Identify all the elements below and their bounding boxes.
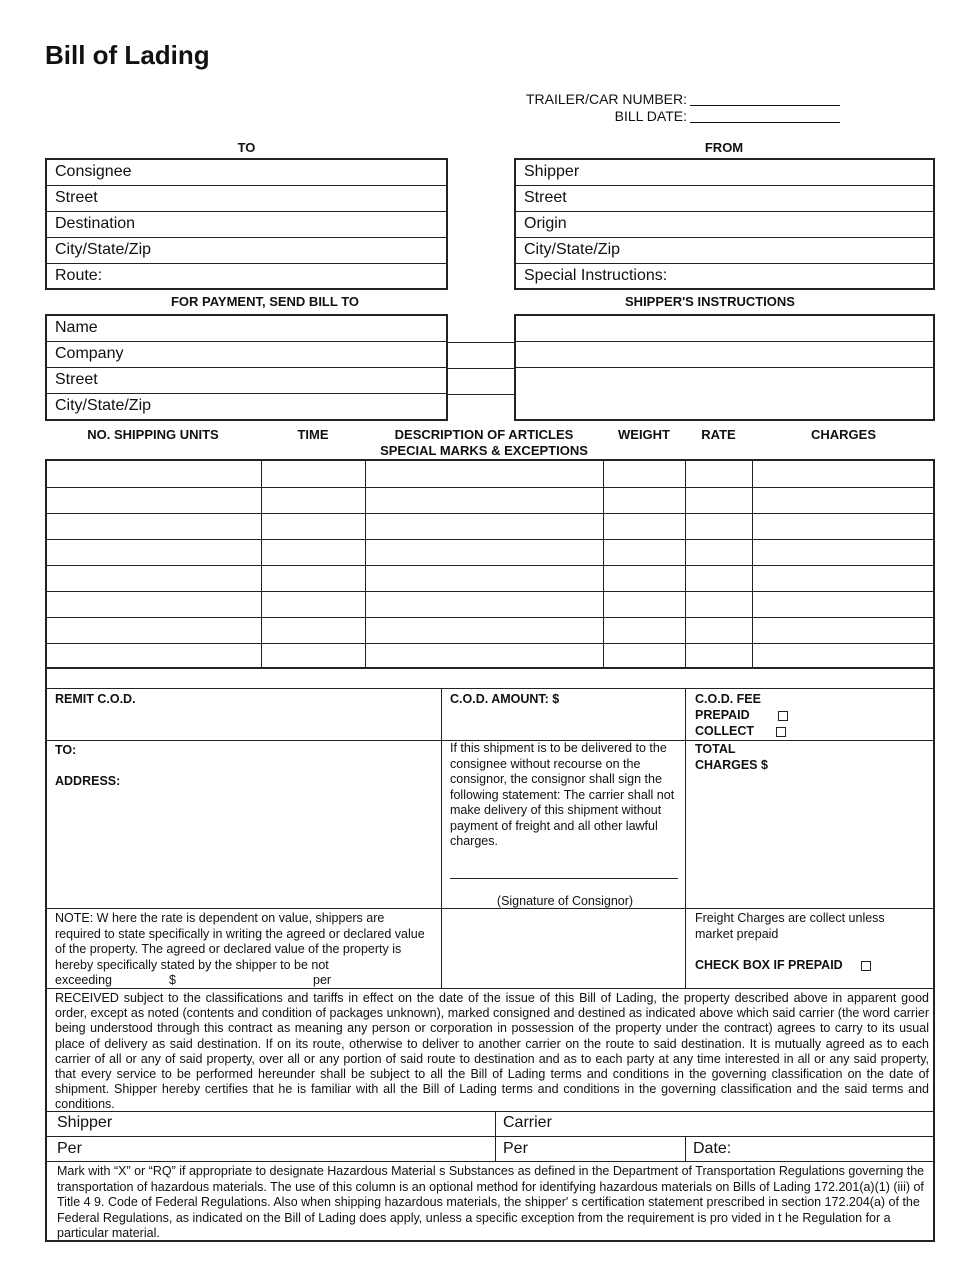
prepaid-label: PREPAID (695, 708, 750, 722)
col-rate: RATE (701, 427, 736, 442)
column-divider (441, 688, 442, 988)
table-row (47, 591, 933, 592)
col-weight: WEIGHT (618, 427, 670, 442)
shipping-items-table[interactable] (45, 459, 935, 669)
column-divider (365, 461, 366, 667)
instructions-line[interactable] (516, 342, 933, 368)
column-divider (603, 461, 604, 667)
prepaid-option[interactable] (695, 708, 788, 724)
col-shipping-units: NO. SHIPPING UNITS (87, 427, 219, 442)
carrier-per-label: Per (503, 1140, 528, 1157)
collect-option[interactable] (695, 724, 786, 740)
col-special-marks: SPECIAL MARKS & EXCEPTIONS (380, 443, 588, 458)
consignee-city-field[interactable]: City/State/Zip (47, 238, 446, 264)
shipper-box (514, 158, 935, 290)
divider (47, 1136, 933, 1137)
bill-date-field[interactable] (690, 122, 840, 123)
to-heading: TO (237, 140, 256, 155)
column-divider (752, 461, 753, 667)
consignor-signature-line[interactable] (450, 878, 678, 879)
shipper-instructions-box[interactable] (514, 314, 935, 421)
exceeding-label: exceeding (55, 973, 112, 987)
table-row (47, 539, 933, 540)
consignee-box (45, 158, 448, 290)
shipper-street-field[interactable]: Street (516, 186, 933, 212)
remit-cod-label: REMIT C.O.D. (55, 692, 136, 706)
bill-to-box (45, 314, 448, 421)
check-prepaid-option[interactable] (695, 958, 871, 974)
column-divider (685, 461, 686, 667)
divider (47, 1161, 933, 1162)
payment-heading: FOR PAYMENT, SEND BILL TO (170, 294, 360, 309)
cod-amount-label: C.O.D. AMOUNT: $ (450, 692, 560, 706)
instructions-line[interactable] (516, 316, 933, 342)
total-label: TOTAL (695, 742, 736, 756)
check-prepaid-checkbox[interactable] (861, 961, 871, 971)
column-divider (495, 1111, 496, 1161)
bill-to-street-field[interactable]: Street (47, 368, 446, 394)
shipper-city-field[interactable]: City/State/Zip (516, 238, 933, 264)
divider (47, 688, 933, 689)
divider (448, 394, 514, 395)
col-description: DESCRIPTION OF ARTICLES (394, 427, 574, 442)
received-terms: RECEIVED subject to the classifications and tariffs in effect on the date of the issue of this Bill of Lading, the property described above in apparent good order, except as noted (contents and condition of packages unknown), marked consigned and destined as indicated above which said carrier (the word carrier being understood through this contract as meaning any person or corporation in possession of the property under the contract) agrees to carry to its usual place of delivery as said destination. If on its route, otherwise to deliver to another carrier on the route to said destination. It is mutually agreed as to each carrier of all or any of said property, over all or any portion of said route to destination and as to each party at any time interested in all or any said property, that every service to be performed hereunder shall be subject to all the Bill of Lading terms and conditions in the governing classification on the date of shipment. Shipper hereby certifies that he is familiar with all the Bill of Lading terms and conditions in the governing classification and the said terms and conditions. (55, 991, 929, 1112)
table-row (47, 513, 933, 514)
cod-fee-label: C.O.D. FEE (695, 692, 761, 706)
special-instructions-field[interactable]: Special Instructions: (524, 267, 668, 284)
column-divider (685, 1136, 686, 1161)
bill-date-label: BILL DATE: (614, 108, 687, 124)
consignee-field[interactable]: Consignee (47, 160, 446, 186)
origin-field[interactable]: Origin (516, 212, 933, 238)
carrier-signature-label: Carrier (503, 1114, 552, 1131)
column-divider (685, 688, 686, 988)
destination-field[interactable]: Destination (47, 212, 446, 238)
col-charges: CHARGES (810, 427, 876, 442)
divider (47, 988, 933, 989)
shipper-field[interactable]: Shipper (516, 160, 933, 186)
table-row (47, 643, 933, 644)
divider (448, 368, 514, 369)
freight-note: Freight Charges are collect unless market prepaid (695, 911, 885, 941)
divider (448, 342, 514, 343)
route-field[interactable]: Route: (55, 267, 103, 284)
lower-section (45, 669, 935, 1242)
collect-checkbox[interactable] (776, 727, 786, 737)
bill-to-city-field[interactable]: City/State/Zip (55, 397, 152, 414)
shipper-instructions-heading: SHIPPER'S INSTRUCTIONS (625, 294, 795, 309)
instructions-line[interactable] (516, 368, 933, 394)
page-title: Bill of Lading (45, 40, 210, 70)
per-label: per (313, 973, 332, 987)
trailer-number-label: TRAILER/CAR NUMBER: (525, 91, 687, 107)
declared-value-note: NOTE: W here the rate is dependent on value, shippers are required to state specifically in writing the agreed or declared value of the property. The agreed or declared value of the property is hereby specifically stated by the shipper to be not (55, 911, 425, 972)
bill-to-name-field[interactable]: Name (47, 316, 446, 342)
col-time: TIME (297, 427, 329, 442)
hazmat-note: Mark with “X” or “RQ” if appropriate to designate Hazardous Material s Substances as defined in the Department of Transportation Regulations governing the transportation of hazardous materials. The use of this column is an optional method for identifying hazardous materials on Bills of Lading 172.201(a)(1) (iii) of Title 4 9. Code of Federal Regulations. Also when shipping hazardous materials, the shipper' s certification statement prescribed in section 172.204(a) of the Federal Regulations, as indicated on the Bill of Lading does apply, unless a specific exception from the requirement is pro vided in t he Regulation for a particular material. (57, 1164, 925, 1241)
column-divider (261, 461, 262, 667)
consignee-street-field[interactable]: Street (47, 186, 446, 212)
bill-to-company-field[interactable]: Company (47, 342, 446, 368)
consignor-statement: If this shipment is to be delivered to the consignee without recourse on the consignor, the consignor shall sign the following statement: The carrier shall not make delivery of this shipment without payment of freight and all other lawful charges. (450, 741, 675, 848)
table-row (47, 565, 933, 566)
total-charges-label: CHARGES $ (695, 758, 768, 772)
cod-address-label: ADDRESS: (55, 774, 121, 788)
from-heading: FROM (704, 140, 744, 155)
shipper-signature-label: Shipper (57, 1114, 113, 1131)
date-label: Date: (693, 1140, 732, 1157)
table-row (47, 487, 933, 488)
collect-label: COLLECT (695, 724, 755, 738)
cod-to-label: TO: (55, 743, 77, 757)
dollar-label: $ (169, 973, 176, 987)
trailer-number-field[interactable] (690, 105, 840, 106)
prepaid-checkbox[interactable] (778, 711, 788, 721)
shipper-per-label: Per (57, 1140, 82, 1157)
consignor-signature-label: (Signature of Consignor) (496, 894, 634, 908)
table-row (47, 617, 933, 618)
check-prepaid-label: CHECK BOX IF PREPAID (695, 958, 843, 972)
